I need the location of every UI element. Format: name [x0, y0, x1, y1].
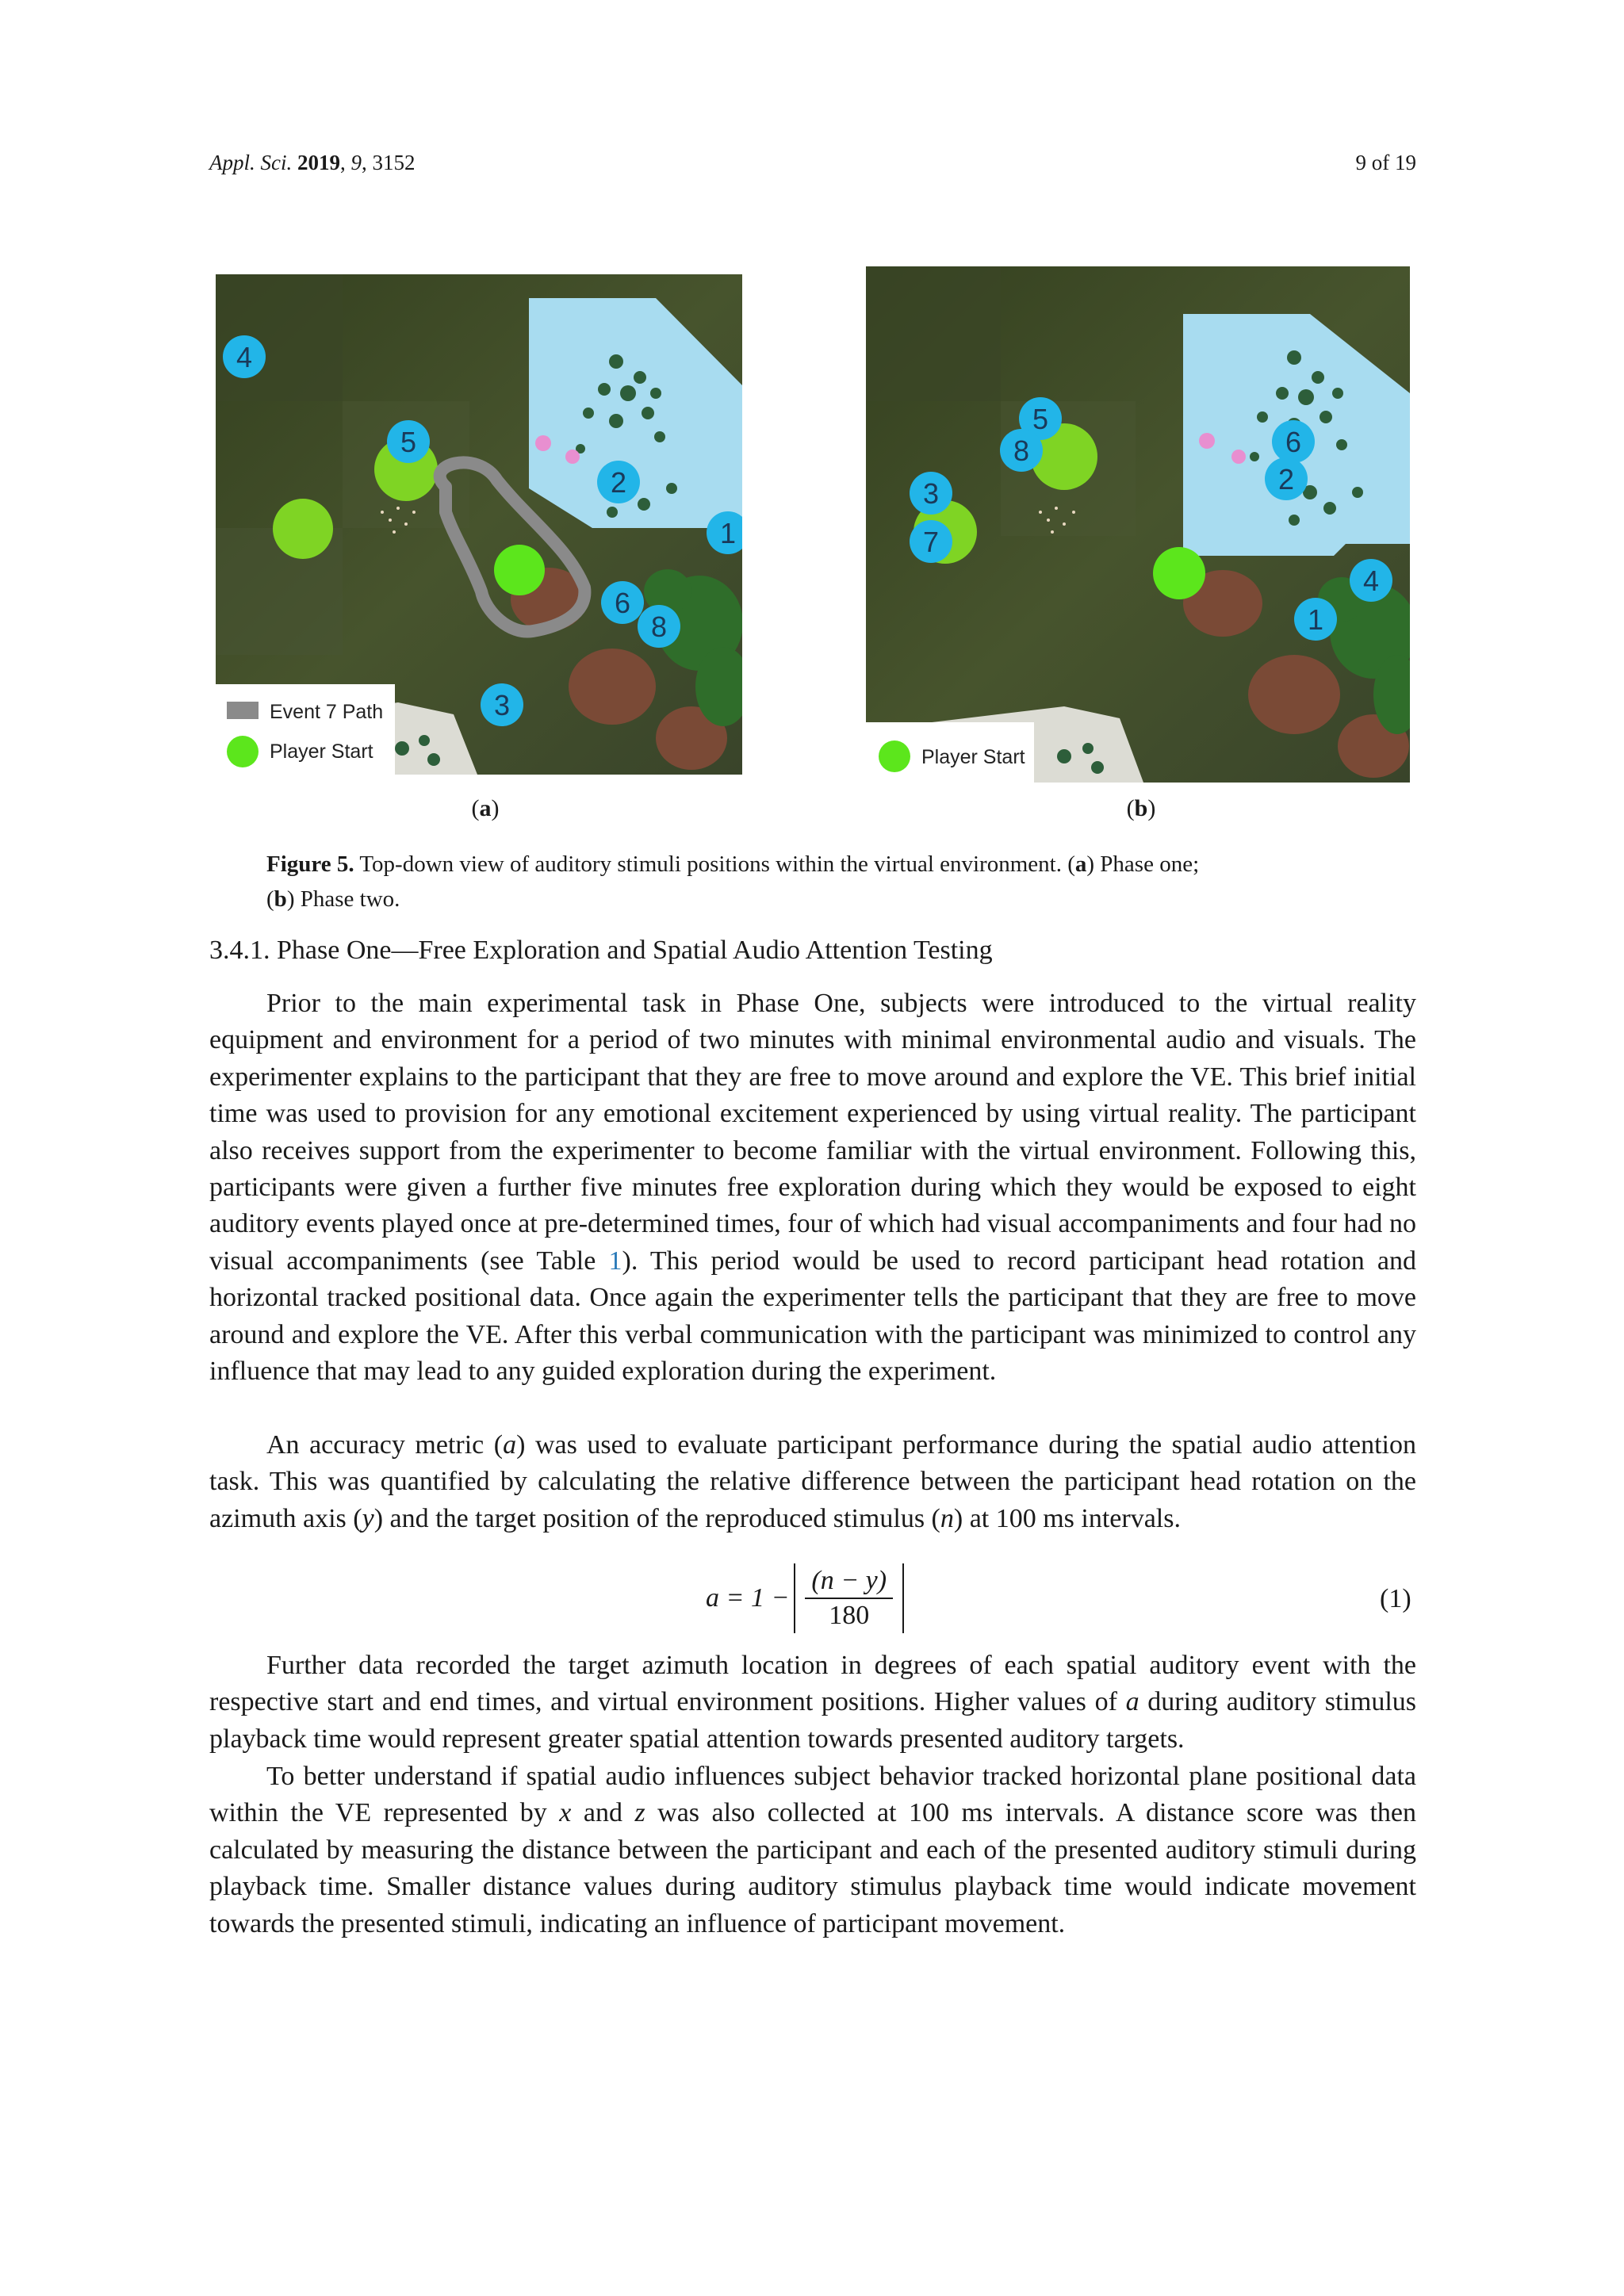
equation-1 [706, 1563, 909, 1633]
panel-b-marker-label-7: 7 [922, 526, 940, 558]
equation-number: (1) [1380, 1584, 1411, 1613]
panel-a-marker-label-1: 1 [719, 517, 737, 549]
panel-a-marker-label-4: 4 [236, 341, 253, 373]
legend-start-label-b: Player Start [921, 746, 1025, 768]
caption-text: Top-down view of auditory stimuli positions within the virtual environment. [359, 851, 1062, 877]
panel-a-marker-label-8: 8 [650, 610, 668, 643]
abs-bar-left [794, 1563, 795, 1633]
legend-start-swatch-a [227, 736, 259, 767]
equation-numerator: (n − y) [805, 1566, 893, 1599]
paragraph-3: Further data recorded the target azimuth location in degrees of each spatial auditory event with the respective start and end times, and virtual environment positions. Higher values of a during auditory stimulus playback time would represent greater spatial attention towards presented auditory targets. [209, 1651, 1416, 1754]
paragraph-1: Prior to the main experimental task in Phase One, subjects were introduced to the virtual reality equipment and environment for a period of two minutes with minimal environmental audio and visuals. The experimenter explains to the participant that they are free to move around and explore the VE. This brief initial time was used to provision for any emotional excitement experienced by using virtual reality. The participant also receives support from the experimenter to become familiar with the virtual environment. Following this, participants were given a further five minutes free exploration during which they would be exposed to eight auditory events played once at pre-determined times, four of which had visual accompaniments and four had no visual accompaniments (see Table 1). This period would be used to record participant head rotation and horizontal tracked positional data. Once again the experimenter tells the participant that they are free to move around and explore the VE. After this verbal communication with the participant was minimized to control any influence that may lead to any guided exploration during the experiment. [209, 989, 1416, 1387]
player-start-marker-b [1153, 547, 1205, 599]
panel-b-marker-label-1: 1 [1307, 603, 1324, 636]
map-image-a [216, 274, 742, 775]
figure-caption: Figure 5. Top-down view of auditory stimuli positions within the virtual environment. (a) Phase one; (b) Phase two. [266, 851, 1200, 912]
paragraph-2: An accuracy metric (a) was used to evaluate participant performance during the spatial audio attention task. This was quantified by calculating the relative difference between the participant head rotation on the azimuth axis (y) and the target position of the reproduced stimulus (n) at 100 ms intervals. [209, 1430, 1416, 1533]
figure-panel-b [866, 266, 1410, 783]
panel-a-marker-label-6: 6 [614, 587, 631, 619]
panel-b-marker-label-5: 5 [1032, 403, 1049, 435]
panel-b-marker-label-3: 3 [922, 477, 940, 510]
journal-volume: 9 [350, 151, 362, 174]
panel-b-marker-label-4: 4 [1362, 564, 1380, 597]
running-header: Appl. Sci. 2019, 9, 3152 [209, 151, 416, 174]
subfigure-label-a: (a) [471, 795, 500, 821]
panel-a-marker-label-5: 5 [400, 426, 417, 458]
legend-path-label: Event 7 Path [270, 701, 384, 723]
equation-lhs: a = 1 − [706, 1583, 790, 1613]
table-reference-link[interactable]: 1 [608, 1246, 622, 1276]
panel-b-marker-label-8: 8 [1013, 434, 1030, 467]
journal-name: Appl. Sci. [209, 151, 293, 174]
article-number: 3152 [372, 151, 416, 174]
figure-panel-a [216, 274, 742, 775]
panel-b-marker-label-2: 2 [1277, 463, 1295, 496]
legend-path-swatch [227, 702, 259, 719]
subfigure-label-b: (b) [1126, 795, 1156, 821]
paragraph-4: To better understand if spatial audio influences subject behavior tracked horizontal plane positional data within the VE represented by x and z was also collected at 100 ms intervals. A distance score was then calculated by measuring the distance between the participant and each of the presented auditory stimuli during playback time. Smaller distance values during auditory stimulus playback time would indicate movement towards the presented stimuli, indicating an influence of participant movement. [209, 1762, 1417, 1938]
panel-a-marker-label-2: 2 [610, 466, 627, 499]
caption-label: Figure 5. [266, 851, 354, 877]
abs-bar-right [902, 1563, 904, 1633]
map-image-b [866, 266, 1410, 783]
player-start-marker-a [494, 545, 545, 595]
equation-fraction [805, 1566, 893, 1631]
journal-year: 2019 [297, 151, 340, 174]
panel-b-marker-label-6: 6 [1285, 426, 1302, 458]
legend-start-swatch-b [879, 740, 910, 772]
section-heading: 3.4.1. Phase One—Free Exploration and Spatial Audio Attention Testing [209, 936, 993, 965]
equation-denominator: 180 [829, 1601, 870, 1630]
legend-start-label-a: Player Start [270, 740, 373, 763]
panel-a-marker-label-3: 3 [493, 689, 511, 721]
page-indicator: 9 of 19 [1355, 151, 1416, 174]
